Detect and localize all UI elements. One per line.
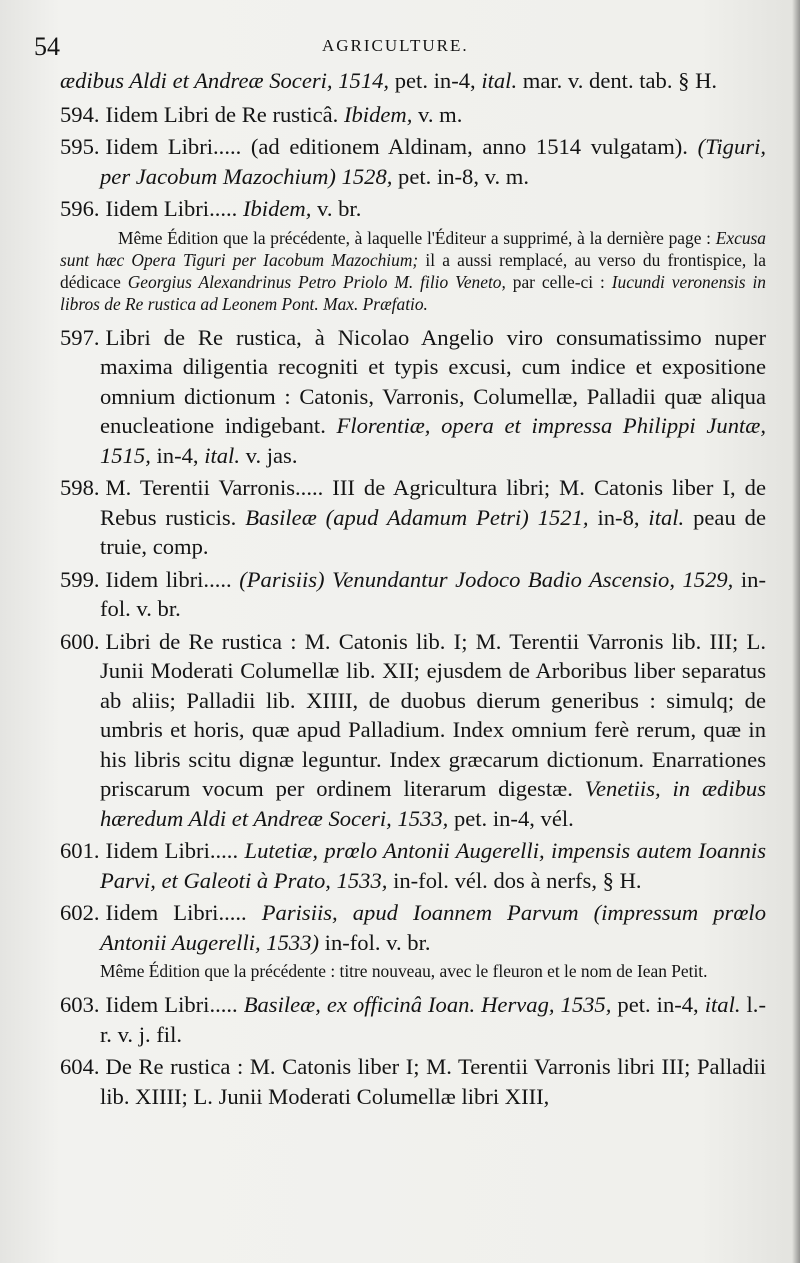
entry-number: 602. (60, 900, 100, 925)
entry-text-italic: (Parisiis) Venundantur Jodoco Badio Ascensio, 1529, (239, 566, 734, 592)
entry-text: pet. in-4, (611, 992, 705, 1017)
entry-number: 596. (60, 196, 100, 221)
entry-text: Iidem Libri..... (105, 900, 262, 925)
note-text: il a aussi remplacé, au verso du frontispice, la dédicace (60, 249, 766, 292)
entry-text: in-fol. vél. dos à nerfs, § H. (387, 867, 642, 893)
note-text-italic: Georgius Alexandrinus Petro Priolo M. filio Veneto, (127, 271, 506, 292)
catalog-entry (60, 132, 766, 191)
running-head (34, 30, 766, 66)
entry-text: Iidem libri..... (105, 566, 240, 592)
entry-text: l.-r. v. j. fil. (100, 992, 766, 1047)
catalog-entries (60, 66, 766, 1111)
entry-text-italic: Ibidem, (242, 196, 312, 221)
entry-text-italic: Basileæ (apud Adamum Petri) 1521, (245, 504, 589, 530)
entry-text-italic: Basileæ, ex officinâ Ioan. Hervag, 1535, (243, 992, 612, 1017)
catalog-entry (60, 627, 766, 834)
entry-text: De Re rustica : M. Catonis liber I; M. Terentii Varronis libri III; Palladii lib. XIIII; L. Junii Moderati Columellæ libri XIII, (100, 1054, 766, 1109)
entry-text-italic: Ibidem, (343, 101, 413, 127)
note-text: par celle-ci : (505, 271, 612, 292)
entry-note (60, 227, 766, 315)
entry-text: Libri de Re rustica, à Nicolao Angelio viro consumatissimo nuper maxima diligentia recogniti et typis excusi, cum indice et expositione omnium dictionum : Catonis, Varronis, Columellæ, Palladii quæ aliqua enucleatione indigebant. (100, 324, 766, 438)
entry-text: Iidem Libri..... (105, 838, 245, 863)
entry-text: in-fol. v. br. (319, 929, 431, 955)
entry-text: v. jas. (239, 442, 298, 468)
entry-number: 594. (60, 101, 100, 127)
entry-text-italic: (Tiguri, per Jacobum Mazochium) 1528, (100, 134, 766, 189)
entry-text-italic: ital. (481, 68, 518, 93)
entry-text: pet. in-8, v. m. (392, 163, 529, 189)
entry-number: 598. (60, 475, 100, 500)
entry-note (60, 960, 766, 982)
note-text: Même Édition que la précédente : titre nouveau, avec le fleuron et le nom de Iean Petit. (100, 961, 708, 981)
entry-text: v. m. (412, 101, 463, 127)
page-number: 54 (34, 32, 60, 61)
entry-text: pet. in-4, vél. (448, 805, 574, 831)
entry-text-italic: ital. (204, 442, 240, 468)
entry-text: v. br. (311, 196, 362, 221)
note-text: Même Édition que la précédente, à laquelle l'Éditeur a supprimé, à la dernière page : (118, 227, 716, 248)
catalog-entry (60, 66, 766, 96)
entry-number: 604. (60, 1054, 100, 1079)
entry-text: peau de truie, comp. (100, 504, 766, 559)
catalog-entry (60, 323, 766, 471)
note-text-italic: Iucundi veronensis in libros de Re rustica ad Leonem Pont. Max. Præfatio. (60, 271, 766, 314)
catalog-entry (60, 990, 766, 1049)
entry-number: 600. (60, 628, 100, 654)
entry-text-italic: Venetiis, in ædibus hæredum Aldi et Andreæ Soceri, 1533, (100, 776, 766, 831)
entry-text: mar. v. dent. tab. § H. (517, 68, 718, 93)
entry-number: 603. (60, 992, 100, 1017)
entry-text-italic: Parisiis, apud Ioannem Parvum (impressum prœlo Antonii Augerelli, 1533) (100, 900, 766, 955)
entry-text: in-fol. v. br. (100, 566, 766, 621)
entry-number: 599. (60, 566, 100, 592)
entry-text-italic: ital. (648, 504, 685, 530)
entry-number: 595. (60, 134, 100, 159)
note-text-italic: Excusa sunt hæc Opera Tiguri per Iacobum Mazochium; (60, 227, 766, 270)
catalog-entry (60, 194, 766, 224)
entry-text: Iidem Libri..... (105, 992, 244, 1017)
catalog-entry (60, 836, 766, 895)
entry-number: 597. (60, 324, 100, 350)
entry-text-italic: ital. (704, 992, 741, 1017)
entry-text: Libri de Re rustica : M. Catonis lib. I; M. Terentii Varronis lib. III; L. Junii Moderati Columellæ lib. XII; ejusdem de Arboribus liber separatus ab aliis; Palladii lib. XIIII, de duobus dierum generibus : simulq; de umbris et horis, quæ apud Palladium. Index omnium ferè rerum, quæ in his libris scitu dignæ leguntur. Index græcarum dictionum. Enarrationes priscarum vocum per ordinem literarum digestæ. (100, 628, 766, 801)
entry-text: M. Terentii Varronis..... III de Agricultura libri; M. Catonis liber I, de Rebus rusticis. (100, 475, 766, 530)
entry-text: Iidem Libri de Re rusticâ. (105, 101, 344, 127)
catalog-entry (60, 473, 766, 562)
entry-text-italic: Florentiæ, opera et impressa Philippi Juntæ, 1515, (100, 413, 767, 468)
entry-text: in-8, (588, 504, 649, 530)
entry-text: in-4, (150, 442, 205, 468)
entry-text: Iidem Libri..... (ad editionem Aldinam, anno 1514 vulgatam). (105, 134, 698, 159)
running-title: AGRICULTURE. (322, 36, 469, 55)
entry-text: Iidem Libri..... (105, 196, 243, 221)
catalog-entry (60, 100, 766, 130)
catalog-entry (60, 1052, 766, 1111)
entry-number: 601. (60, 838, 100, 863)
entry-text: pet. in-4, (389, 68, 482, 93)
entry-text-italic: Lutetiæ, prœlo Antonii Augerelli, impensis autem Ioannis Parvi, et Galeoti à Prato, 1533, (100, 838, 767, 893)
entry-text-italic: ædibus Aldi et Andreæ Soceri, 1514, (60, 68, 390, 93)
catalog-entry (60, 898, 766, 957)
catalog-entry (60, 565, 766, 624)
